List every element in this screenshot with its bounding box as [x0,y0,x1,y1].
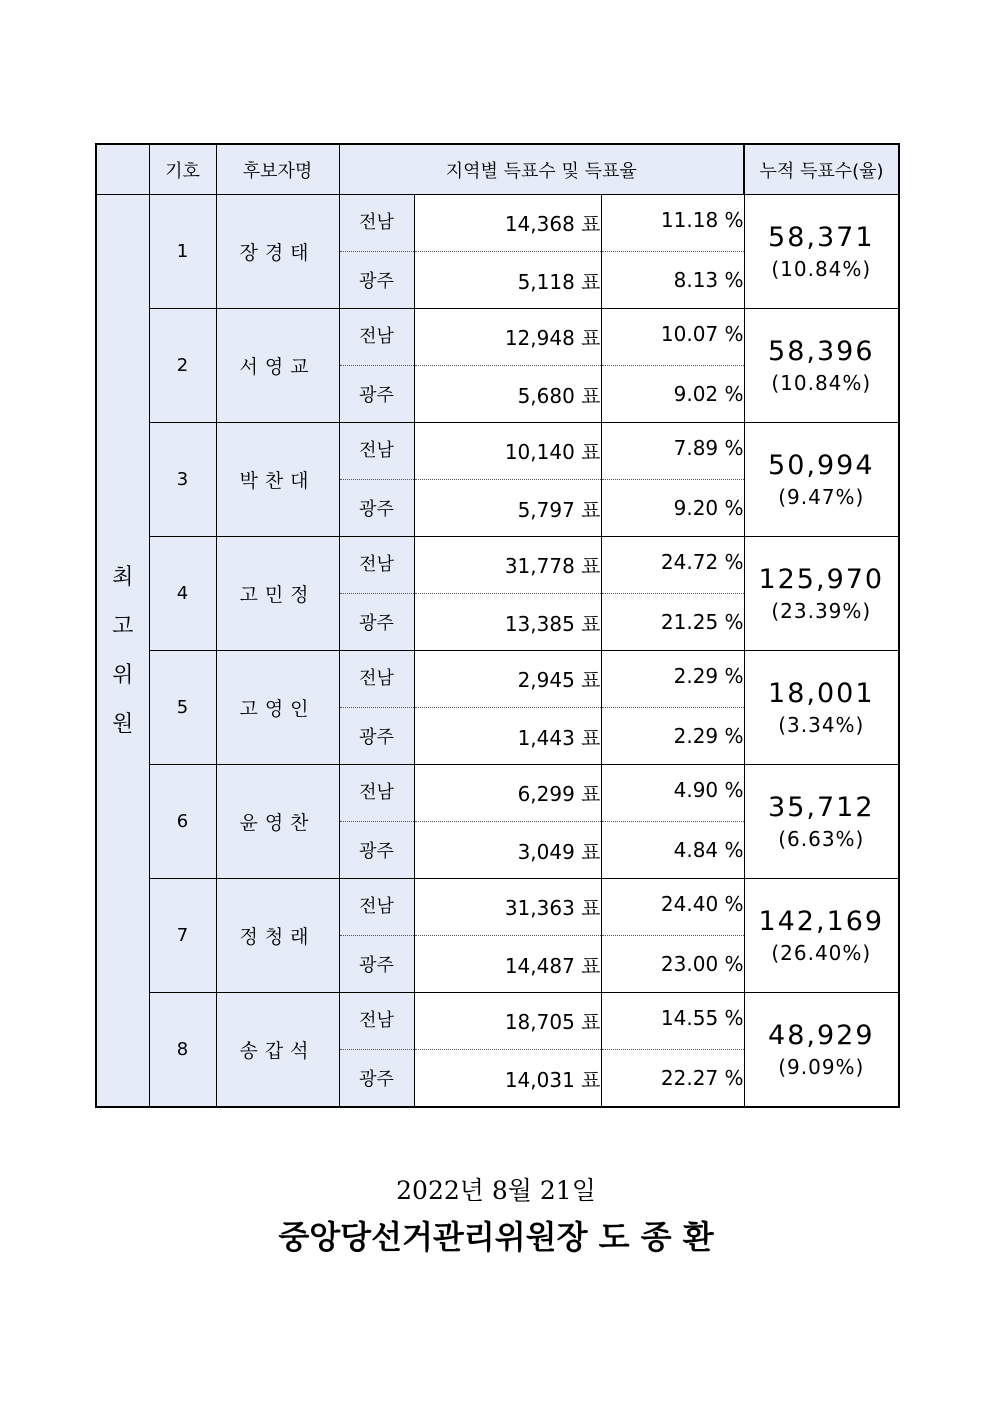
region-label: 광주 [339,480,414,537]
header-regional-votes: 지역별 득표수 및 득표율 [339,144,744,195]
candidate-number: 8 [149,993,216,1108]
cumulative-ratio: (6.63%) [778,826,865,851]
results-body [96,195,899,1108]
cumulative-total: 142,169 [758,905,885,937]
side-label-char: 원 [112,711,134,737]
table-row [96,765,899,822]
region-votes: 3,049 표 [414,822,601,879]
header-candidate: 후보자명 [216,144,339,195]
region-label: 전남 [339,537,414,594]
cumulative-cell [744,651,899,765]
region-votes: 18,705 표 [414,993,601,1050]
region-percent: 21.25 % [601,594,744,651]
candidate-number: 3 [149,423,216,537]
header-symbol: 기호 [149,144,216,195]
candidate-number: 7 [149,879,216,993]
region-percent: 2.29 % [601,708,744,765]
candidate-number: 1 [149,195,216,309]
candidate-name: 고영인 [216,651,339,765]
region-label: 전남 [339,195,414,252]
cumulative-ratio: (23.39%) [771,598,872,623]
region-votes: 14,368 표 [414,195,601,252]
cumulative-total: 48,929 [768,1019,875,1051]
region-percent: 2.29 % [601,651,744,708]
region-votes: 2,945 표 [414,651,601,708]
side-label [96,195,149,1108]
cumulative-ratio: (10.84%) [771,256,872,281]
region-percent: 9.20 % [601,480,744,537]
region-percent: 11.18 % [601,195,744,252]
region-votes: 6,299 표 [414,765,601,822]
region-label: 전남 [339,309,414,366]
region-label: 광주 [339,252,414,309]
region-label: 광주 [339,1050,414,1108]
region-percent: 8.13 % [601,252,744,309]
table-row [96,195,899,252]
results-table [95,143,900,1108]
region-label: 광주 [339,366,414,423]
table-row [96,537,899,594]
cumulative-total: 58,371 [768,221,875,253]
region-label: 광주 [339,822,414,879]
cumulative-ratio: (9.09%) [778,1054,865,1079]
region-percent: 22.27 % [601,1050,744,1108]
candidate-number: 4 [149,537,216,651]
candidate-number: 6 [149,765,216,879]
table-row [96,993,899,1050]
cumulative-ratio: (10.84%) [771,370,872,395]
table-row [96,423,899,480]
region-votes: 1,443 표 [414,708,601,765]
cumulative-total: 35,712 [768,791,875,823]
candidate-name: 윤영찬 [216,765,339,879]
cumulative-cell [744,765,899,879]
side-label-char: 최 [112,564,134,590]
region-label: 전남 [339,879,414,936]
table-row [96,651,899,708]
region-percent: 4.84 % [601,822,744,879]
candidate-name: 박찬대 [216,423,339,537]
table-row [96,309,899,366]
side-label-char: 고 [112,613,134,639]
cumulative-total: 125,970 [758,563,885,595]
candidate-name: 송갑석 [216,993,339,1108]
region-label: 전남 [339,423,414,480]
region-percent: 10.07 % [601,309,744,366]
region-percent: 23.00 % [601,936,744,993]
cumulative-ratio: (3.34%) [778,712,865,737]
committee-chair-signature: 중앙당선거관리위원장 도 종 환 [278,1218,714,1256]
cumulative-cell [744,993,899,1108]
cumulative-total: 58,396 [768,335,875,367]
region-percent: 4.90 % [601,765,744,822]
side-label-char: 위 [112,662,134,688]
cumulative-cell [744,195,899,309]
region-votes: 13,385 표 [414,594,601,651]
region-votes: 5,118 표 [414,252,601,309]
header-cumulative: 누적 득표수(율) [744,144,899,195]
region-votes: 31,363 표 [414,879,601,936]
region-label: 광주 [339,594,414,651]
region-votes: 31,778 표 [414,537,601,594]
region-percent: 9.02 % [601,366,744,423]
region-percent: 7.89 % [601,423,744,480]
candidate-name: 정청래 [216,879,339,993]
region-label: 전남 [339,765,414,822]
region-label: 광주 [339,708,414,765]
cumulative-cell [744,423,899,537]
region-votes: 5,797 표 [414,480,601,537]
candidate-number: 5 [149,651,216,765]
candidate-name: 장경태 [216,195,339,309]
region-percent: 24.40 % [601,879,744,936]
region-votes: 14,487 표 [414,936,601,993]
candidate-name: 고민정 [216,537,339,651]
cumulative-ratio: (26.40%) [771,940,872,965]
cumulative-total: 50,994 [768,449,875,481]
cumulative-total: 18,001 [768,677,875,709]
announcement-date: 2022년 8월 21일 [396,1176,596,1205]
region-votes: 5,680 표 [414,366,601,423]
region-label: 전남 [339,651,414,708]
region-votes: 10,140 표 [414,423,601,480]
region-label: 전남 [339,993,414,1050]
region-label: 광주 [339,936,414,993]
region-percent: 24.72 % [601,537,744,594]
candidate-number: 2 [149,309,216,423]
region-percent: 14.55 % [601,993,744,1050]
cumulative-cell [744,879,899,993]
region-votes: 14,031 표 [414,1050,601,1108]
table-row [96,879,899,936]
header-row [96,144,899,195]
cumulative-cell [744,537,899,651]
header-blank [96,144,149,195]
cumulative-ratio: (9.47%) [778,484,865,509]
candidate-name: 서영교 [216,309,339,423]
cumulative-cell [744,309,899,423]
region-votes: 12,948 표 [414,309,601,366]
